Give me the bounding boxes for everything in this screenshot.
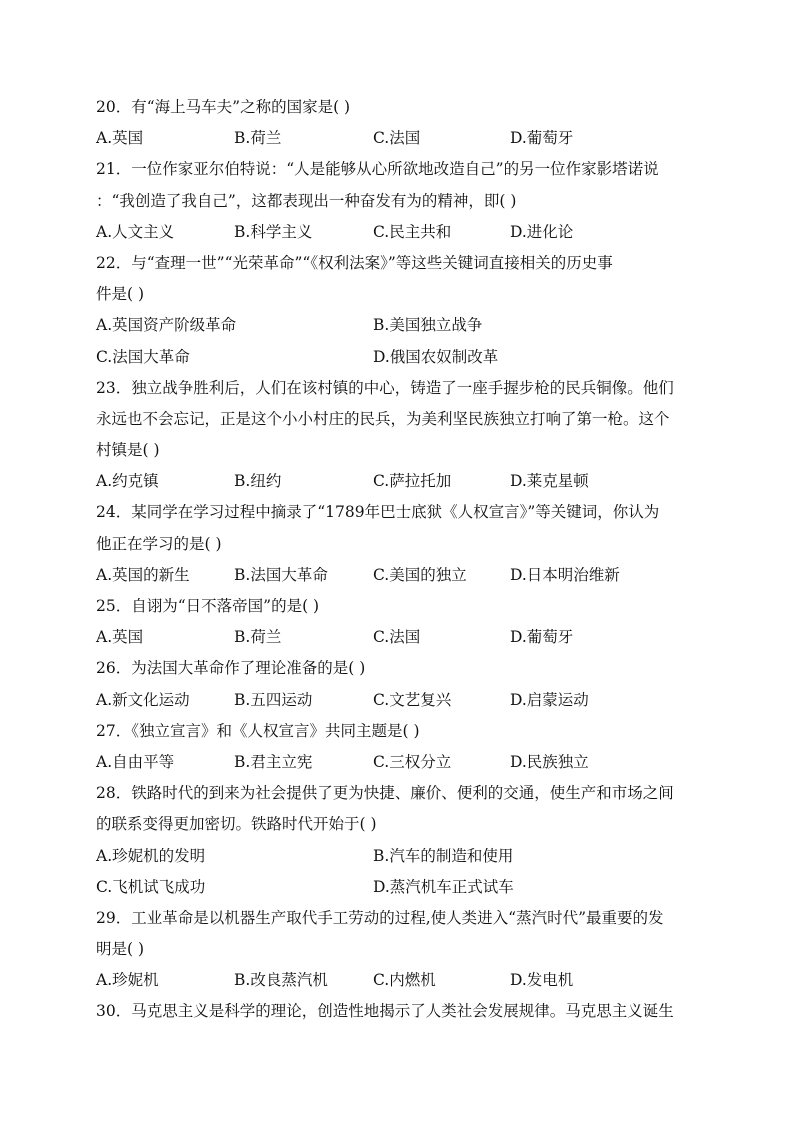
option-a[interactable]: A.约克镇 <box>96 472 159 491</box>
option-c[interactable]: C.法国 <box>373 628 421 647</box>
question-29-stem-line-2: 明是( ) <box>96 940 145 959</box>
option-c[interactable]: C.内燃机 <box>373 971 436 990</box>
option-c[interactable]: C.三权分立 <box>373 752 452 771</box>
question-25-stem: 25．自诩为“日不落帝国”的是( ) <box>96 597 320 615</box>
option-d[interactable]: D.民族独立 <box>510 752 589 771</box>
question-22-options-row-2 <box>96 342 696 373</box>
question-26-options <box>96 685 696 716</box>
option-b[interactable]: B.五四运动 <box>234 690 313 709</box>
option-c[interactable]: C.民主共和 <box>373 222 452 241</box>
question-23-options <box>96 466 696 497</box>
option-b[interactable]: B.纽约 <box>234 472 282 491</box>
option-a[interactable]: A.珍妮机 <box>96 971 159 990</box>
option-c[interactable]: C.萨拉托加 <box>373 472 452 491</box>
option-d[interactable]: D.葡萄牙 <box>510 628 574 647</box>
question-23-stem-line-1: 23．独立战争胜利后，人们在该村镇的中心，铸造了一座手握步枪的民兵铜像。他们 <box>96 378 674 397</box>
question-25 <box>96 591 696 653</box>
option-b[interactable]: B.荷兰 <box>234 129 282 148</box>
question-24-stem-line-1: 24．某同学在学习过程中摘录了“1789年巴士底狱《人权宣言》”等关键词，你认为 <box>96 503 660 522</box>
question-24-stem-line-2: 他正在学习的是( ) <box>96 534 222 553</box>
question-23-stem-line-3: 村镇是( ) <box>96 441 160 460</box>
question-28-stem-line-1: 28．铁路时代的到来为社会提供了更为快捷、廉价、便利的交通，使生产和市场之间 <box>96 784 674 803</box>
option-a[interactable]: A.英国 <box>96 129 144 148</box>
question-22-options-row-1 <box>96 310 696 341</box>
option-a[interactable]: A.英国的新生 <box>96 565 190 584</box>
option-b[interactable]: B.汽车的制造和使用 <box>373 846 514 865</box>
question-23-stem-line-2: 永远也不会忘记，正是这个小小村庄的民兵，为美利坚民族独立打响了第一枪。这个 <box>96 409 670 428</box>
option-c[interactable]: C.法国 <box>373 129 421 148</box>
question-28-stem-line-2: 的联系变得更加密切。铁路时代开始于( ) <box>96 815 377 834</box>
option-d[interactable]: D.俄国农奴制改革 <box>373 347 499 366</box>
question-29-stem-line-1: 29．工业革命是以机器生产取代手工劳动的过程,使人类进入“蒸汽时代”最重要的发 <box>96 908 664 927</box>
question-29-options <box>96 965 696 996</box>
question-21-stem-line-1: 21．一位作家亚尔伯特说：“人是能够从心所欲地改造自己”的另一位作家影塔诺说 <box>96 160 659 179</box>
question-20 <box>96 92 696 154</box>
question-20-stem: 20．有“海上马车夫”之称的国家是( ) <box>96 98 351 116</box>
option-a[interactable]: A.英国 <box>96 628 144 647</box>
question-25-options <box>96 622 696 653</box>
question-27-stem: 27．《独立宣言》和《人权宣言》共同主题是( ) <box>96 721 420 740</box>
question-22-stem-line-1: 22．与“查理一世”“光荣革命”“《权利法案》”等这些关键词直接相关的历史事 <box>96 253 613 272</box>
option-b[interactable]: B.科学主义 <box>234 222 313 241</box>
question-24-options <box>96 560 696 591</box>
question-24 <box>96 497 696 591</box>
question-28 <box>96 778 696 903</box>
option-d[interactable]: D.启蒙运动 <box>510 690 589 709</box>
option-b[interactable]: B.法国大革命 <box>234 565 328 584</box>
option-b[interactable]: B.荷兰 <box>234 628 282 647</box>
question-23 <box>96 373 696 498</box>
option-d[interactable]: D.莱克星顿 <box>510 472 589 491</box>
option-b[interactable]: B.美国独立战争 <box>373 316 483 335</box>
question-21-stem-line-2: ：“我创造了我自己”，这都表现出一种奋发有为的精神，即( ) <box>96 191 517 210</box>
question-29 <box>96 903 696 997</box>
option-a[interactable]: A.自由平等 <box>96 752 175 771</box>
question-21 <box>96 154 696 248</box>
option-c[interactable]: C.飞机试飞成功 <box>96 877 206 896</box>
exam-page <box>96 92 696 1028</box>
option-a[interactable]: A.新文化运动 <box>96 690 190 709</box>
option-a[interactable]: A.人文主义 <box>96 222 175 241</box>
question-22-stem-line-2: 件是( ) <box>96 285 145 304</box>
question-27 <box>96 716 696 778</box>
option-d[interactable]: D.蒸汽机车正式试车 <box>373 877 514 896</box>
question-30 <box>96 996 696 1027</box>
option-d[interactable]: D.进化论 <box>510 222 574 241</box>
option-c[interactable]: C.法国大革命 <box>96 347 190 366</box>
question-28-options-row-2 <box>96 872 696 903</box>
option-d[interactable]: D.发电机 <box>510 971 574 990</box>
option-b[interactable]: B.改良蒸汽机 <box>234 971 328 990</box>
option-a[interactable]: A.珍妮机的发明 <box>96 846 206 865</box>
question-22 <box>96 248 696 373</box>
option-d[interactable]: D.日本明治维新 <box>510 565 620 584</box>
question-27-options <box>96 747 696 778</box>
question-28-options-row-1 <box>96 841 696 872</box>
option-d[interactable]: D.葡萄牙 <box>510 129 574 148</box>
question-26-stem: 26．为法国大革命作了理论准备的是( ) <box>96 659 366 678</box>
question-30-stem-line-1: 30．马克思主义是科学的理论，创造性地揭示了人类社会发展规律。马克思主义诞生 <box>96 1002 674 1021</box>
question-26 <box>96 653 696 715</box>
option-a[interactable]: A.英国资产阶级革命 <box>96 316 237 335</box>
option-c[interactable]: C.文艺复兴 <box>373 690 452 709</box>
question-21-options <box>96 217 696 248</box>
option-b[interactable]: B.君主立宪 <box>234 752 313 771</box>
option-c[interactable]: C.美国的独立 <box>373 565 467 584</box>
question-20-options <box>96 123 696 154</box>
